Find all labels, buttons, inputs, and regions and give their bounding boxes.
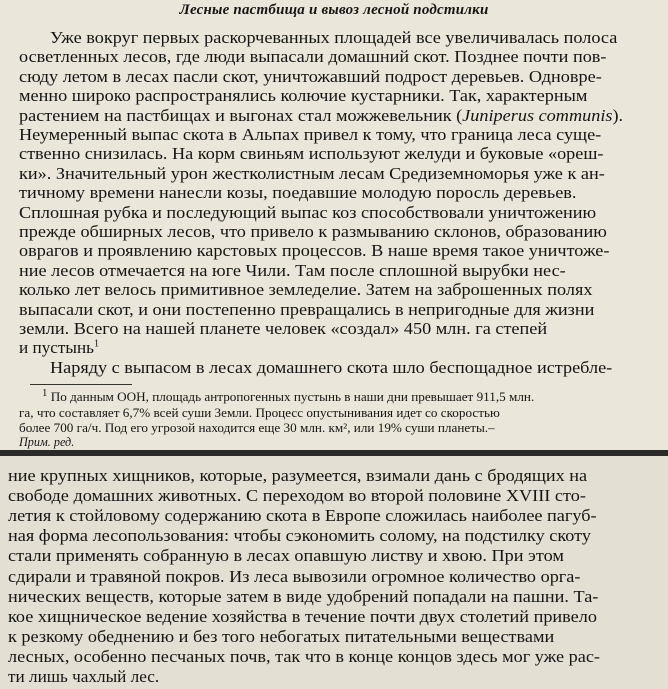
footnote-line: $^1$ По данным ООН, площадь антропогенных пустынь в наши дни превышает 911,5 млн.: [42, 387, 535, 404]
text-line: растением на пастбищах и выгонах стал можжевельник (Juniperus communis).: [19, 105, 624, 125]
text-line: ние лесов отмечается на юге Чили. Там после сплошной вырубки нес-: [19, 260, 566, 280]
text-line: прежде обширных лесов, что привело к размыванию склонов, образованию: [19, 222, 607, 241]
section-heading: Лесные пастбища и вывоз лесной подстилки: [179, 2, 489, 18]
text-line: колько лет велось примитивное земледелие. Затем на заброшенных полях: [19, 280, 593, 300]
text-line: оврагов и проявлению карстовых процессов. В наше время такое уничтоже-: [19, 241, 610, 261]
text-line: ки». Значительный урон жестколистным лесам Средиземноморья уже к ан-: [19, 163, 605, 183]
footnote-ref[interactable]: 1: [94, 338, 100, 350]
text-line: Сплошная рубка и последующий выпас коз способствовали уничтожению: [19, 202, 597, 222]
text-line: к резкому обеднению и без того небогатых питательными веществами: [8, 626, 555, 646]
text-line: кое хищническое ведение хозяйства в течение почти двух столетий привело: [8, 606, 597, 626]
footnote-line: га, что составляет 6,7% всей суши Земли. Процесс опустынивания идет со скоростью: [19, 406, 500, 420]
text-line: нических веществ, которые затем в виде удобрений попадали на пашни. Та-: [8, 586, 599, 606]
footnote-line: более 700 га/ч. Под его угрозой находится еще 30 млн. км², или 19% суши планеты.–: [19, 421, 495, 435]
text-line: ние крупных хищников, которые, разумеется, взимали дань с бродящих на: [8, 466, 588, 485]
text-line: осветленных лесов, где люди выпасали домашний скот. Позднее почти пов-: [19, 47, 607, 67]
text-line: и пустынь$^1$: [19, 338, 100, 358]
text-line: тичному времени нанесли козы, поедавшие молодую поросль деревьев.: [19, 183, 577, 203]
text-line: сюду летом в лесах пасли скот, уничтожавший подрост деревьев. Одновре-: [19, 66, 602, 86]
text-line: Неумеренный выпас скота в Альпах привел к тому, что граница леса суще-: [19, 125, 602, 144]
paragraph-start-line: Наряду с выпасом в лесах домашнего скота шло беспощадное истребле-: [50, 357, 613, 377]
footnote-rule: [30, 384, 132, 385]
text-line: Уже вокруг первых раскорчеванных площадей все увеличивалась полоса: [50, 28, 618, 47]
text-line: земли. Всего на нашей планете человек «создал» 450 млн. га степей: [19, 319, 548, 338]
text-line: ственно снизилась. На корм свиньям используют желуди и буковые «орeш-: [19, 144, 604, 164]
text-line: свободе домашних животных. С переходом во второй половине XVIII сто-: [8, 486, 586, 506]
text-line: лесных, особенно песчаных почв, так что в конце концов здесь мог уже рас-: [8, 646, 601, 666]
text-line: сдирали и травяной покров. Из леса вывозили огромное количество орга-: [8, 566, 581, 586]
text-line: ти лишь чахлый лес.: [8, 667, 160, 686]
footnote-line: Прим. ред.: [19, 435, 75, 449]
text-line: выпасали скот, и они постепенно превращались в непригодные для жизни: [19, 299, 595, 319]
text-line: стали применять собранную в лесах опавшую листву и хвою. При этом: [8, 546, 564, 566]
text-line: менно широко распространялись колючие кустарники. Так, характерным: [19, 86, 588, 106]
text-line: ная форма лесопользования: чтобы сэкономить солому, на подстилку скоту: [8, 526, 591, 546]
text-line: летия к стойловому содержанию скота в Европе сложилась наиболее пагуб-: [8, 506, 597, 526]
